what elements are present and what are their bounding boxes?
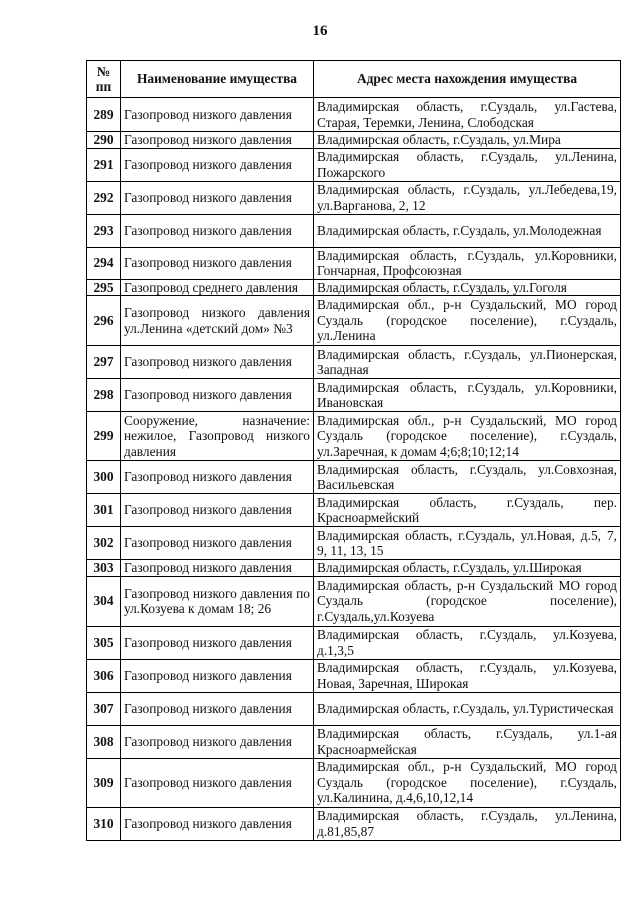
property-name: Газопровод низкого давления ул.Ленина «детский дом» №3 [121, 296, 314, 346]
property-address: Владимирская область, р-н Суздальский МО город Суздаль (городское поселение), г.Суздаль,ул.Козуева [314, 576, 621, 626]
property-address: Владимирская область, г.Суздаль, ул.Лебедева,19, ул.Варганова, 2, 12 [314, 181, 621, 214]
property-address: Владимирская область, г.Суздаль, ул.Новая, д.5, 7, 9, 11, 13, 15 [314, 527, 621, 560]
table-header-row [87, 61, 621, 98]
table-row [87, 626, 621, 659]
header-number: № пп [87, 61, 121, 98]
property-address: Владимирская область, г.Суздаль, ул.Широкая [314, 560, 621, 577]
table-row [87, 560, 621, 577]
property-address: Владимирская область, г.Суздаль, ул.Ленина, д.81,85,87 [314, 807, 621, 840]
property-address: Владимирская область, г.Суздаль, ул.1-ая Красноармейская [314, 725, 621, 758]
row-number: 308 [87, 725, 121, 758]
property-address: Владимирская область, г.Суздаль, ул.Ленина, Пожарского [314, 148, 621, 181]
table-row [87, 692, 621, 725]
property-address: Владимирская область, г.Суздаль, ул.Совхозная, Васильевская [314, 461, 621, 494]
property-name: Газопровод низкого давления [121, 132, 314, 149]
table-row [87, 296, 621, 346]
row-number: 295 [87, 279, 121, 296]
property-name: Газопровод низкого давления [121, 659, 314, 692]
property-name: Газопровод низкого давления [121, 692, 314, 725]
property-name: Газопровод низкого давления [121, 379, 314, 412]
row-number: 309 [87, 758, 121, 807]
property-address: Владимирская область, г.Суздаль, ул.Козуева, Новая, Заречная, Широкая [314, 659, 621, 692]
table-row [87, 494, 621, 527]
property-address: Владимирская область, г.Суздаль, ул.Коровники, Гончарная, Профсоюзная [314, 247, 621, 279]
page-number: 16 [312, 23, 328, 39]
row-number: 306 [87, 659, 121, 692]
table-row [87, 461, 621, 494]
property-address: Владимирская область, г.Суздаль, ул.Пионерская, Западная [314, 346, 621, 379]
property-name: Газопровод низкого давления [121, 461, 314, 494]
row-number: 291 [87, 148, 121, 181]
table-row [87, 412, 621, 461]
property-name: Газопровод низкого давления по ул.Козуева к домам 18; 26 [121, 576, 314, 626]
table-row [87, 807, 621, 840]
table-row [87, 247, 621, 279]
property-address: Владимирская область, г.Суздаль, ул.Молодежная [314, 214, 621, 247]
property-address: Владимирская обл., р-н Суздальский, МО город Суздаль (городское поселение), г.Суздаль, ул.Заречная, к домам 4;6;8;10;12;14 [314, 412, 621, 461]
property-name: Газопровод низкого давления [121, 181, 314, 214]
header-name: Наименование имущества [121, 61, 314, 98]
property-address: Владимирская область, г.Суздаль, ул.Гастева, Старая, Теремки, Ленина, Слободская [314, 98, 621, 132]
table-row [87, 98, 621, 132]
property-name: Газопровод низкого давления [121, 214, 314, 247]
row-number: 305 [87, 626, 121, 659]
row-number: 304 [87, 576, 121, 626]
table-row [87, 214, 621, 247]
property-address: Владимирская область, г.Суздаль, ул.Мира [314, 132, 621, 149]
table-row [87, 576, 621, 626]
property-name: Сооружение, назначение: нежилое, Газопровод низкого давления [121, 412, 314, 461]
row-number: 300 [87, 461, 121, 494]
row-number: 292 [87, 181, 121, 214]
row-number: 289 [87, 98, 121, 132]
table-row [87, 379, 621, 412]
row-number: 296 [87, 296, 121, 346]
table-row [87, 659, 621, 692]
row-number: 302 [87, 527, 121, 560]
property-name: Газопровод низкого давления [121, 758, 314, 807]
table-row [87, 527, 621, 560]
property-name: Газопровод низкого давления [121, 527, 314, 560]
property-name: Газопровод низкого давления [121, 560, 314, 577]
property-name: Газопровод низкого давления [121, 807, 314, 840]
property-name: Газопровод низкого давления [121, 494, 314, 527]
row-number: 307 [87, 692, 121, 725]
row-number: 303 [87, 560, 121, 577]
table-row [87, 758, 621, 807]
property-address: Владимирская обл., р-н Суздальский, МО город Суздаль (городское поселение), г.Суздаль, ул.Ленина [314, 296, 621, 346]
header-address: Адрес места нахождения имущества [314, 61, 621, 98]
table-row [87, 181, 621, 214]
property-address: Владимирская область, г.Суздаль, ул.Туристическая [314, 692, 621, 725]
property-name: Газопровод низкого давления [121, 725, 314, 758]
row-number: 298 [87, 379, 121, 412]
property-name: Газопровод среднего давления [121, 279, 314, 296]
property-address: Владимирская обл., р-н Суздальский, МО город Суздаль (городское поселение), г.Суздаль, ул.Калинина, д.4,6,10,12,14 [314, 758, 621, 807]
row-number: 299 [87, 412, 121, 461]
property-address: Владимирская область, г.Суздаль, ул.Коровники, Ивановская [314, 379, 621, 412]
property-table [86, 60, 621, 841]
table-row [87, 725, 621, 758]
property-name: Газопровод низкого давления [121, 247, 314, 279]
row-number: 301 [87, 494, 121, 527]
row-number: 294 [87, 247, 121, 279]
row-number: 290 [87, 132, 121, 149]
table-row [87, 132, 621, 149]
property-address: Владимирская область, г.Суздаль, пер. Красноармейский [314, 494, 621, 527]
table-row [87, 148, 621, 181]
row-number: 297 [87, 346, 121, 379]
property-name: Газопровод низкого давления [121, 626, 314, 659]
table-row [87, 346, 621, 379]
property-address: Владимирская область, г.Суздаль, ул.Козуева, д.1,3,5 [314, 626, 621, 659]
table-row [87, 279, 621, 296]
property-name: Газопровод низкого давления [121, 346, 314, 379]
row-number: 293 [87, 214, 121, 247]
property-address: Владимирская область, г.Суздаль, ул.Гоголя [314, 279, 621, 296]
property-name: Газопровод низкого давления [121, 98, 314, 132]
table-body [87, 98, 621, 841]
property-name: Газопровод низкого давления [121, 148, 314, 181]
row-number: 310 [87, 807, 121, 840]
